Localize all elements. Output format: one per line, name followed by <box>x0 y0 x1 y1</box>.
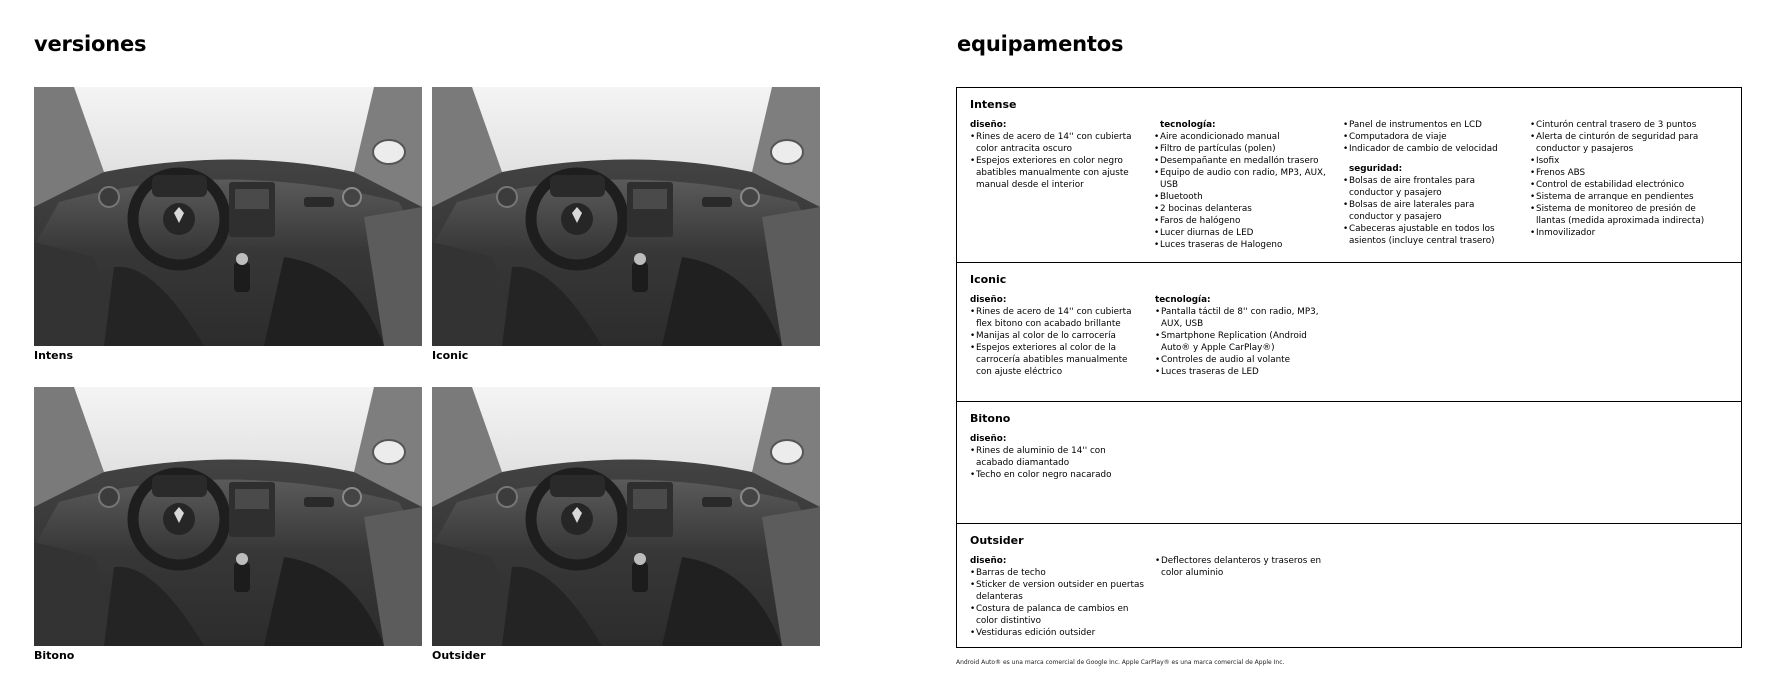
feature-item: • Panel de instrumentos en LCD <box>1343 119 1515 131</box>
equipment-block-bitono <box>957 402 1741 524</box>
equipment-table <box>956 87 1742 648</box>
footnote: Android Auto® es una marca comercial de Google Inc. Apple CarPlay® es una marca comercial de Apple Inc. <box>956 659 1285 666</box>
feature-item: • Desempañante en medallón trasero <box>1154 155 1329 167</box>
version-card-intens <box>34 87 422 362</box>
version-name: Intense <box>970 98 1017 111</box>
feature-item: • Faros de halógeno <box>1154 215 1329 227</box>
column-title: diseño: <box>970 295 1007 305</box>
feature-item: • Sistema de arranque en pendientes <box>1530 191 1720 203</box>
diseno-column <box>970 294 1145 378</box>
version-card-outsider <box>432 387 820 662</box>
feature-item: • Sticker de version outsider en puertas delanteras <box>970 579 1145 603</box>
version-label: Intens <box>34 349 74 362</box>
version-name: Iconic <box>970 273 1007 286</box>
feature-item: • Costura de palanca de cambios en color distintivo <box>970 603 1145 627</box>
feature-item: • Rines de acero de 14'' con cubierta flex bitono con acabado brillante <box>970 306 1145 330</box>
equipment-block-intense <box>957 88 1741 263</box>
versions-heading: versiones <box>34 32 147 56</box>
feature-item: • Luces traseras de Halogeno <box>1154 239 1329 251</box>
feature-item: • Espejos exteriores al color de la carrocería abatibles manualmente con ajuste eléctrico <box>970 342 1145 378</box>
version-card-bitono <box>34 387 422 662</box>
feature-item: • Deflectores delanteros y traseros en color aluminio <box>1155 555 1330 579</box>
feature-item: • Isofix <box>1530 155 1720 167</box>
instrument-column <box>1343 119 1515 247</box>
car-interior-photo <box>432 387 820 646</box>
tecnologia-column <box>1155 294 1330 378</box>
column-title: diseño: <box>970 434 1007 444</box>
feature-item: • Indicador de cambio de velocidad <box>1343 143 1515 155</box>
feature-item: • 2 bocinas delanteras <box>1154 203 1329 215</box>
feature-item: • Alerta de cinturón de seguridad para conductor y pasajeros <box>1530 131 1720 155</box>
column-title: diseño: <box>970 120 1007 130</box>
feature-item: • Cinturón central trasero de 3 puntos <box>1530 119 1720 131</box>
car-interior-photo <box>34 387 422 646</box>
equipment-heading: equipamentos <box>957 32 1124 56</box>
column-title: tecnología: <box>1160 120 1216 130</box>
equipment-block-outsider <box>957 524 1741 647</box>
feature-item: • Frenos ABS <box>1530 167 1720 179</box>
feature-item: • Barras de techo <box>970 567 1145 579</box>
feature-item: • Lucer diurnas de LED <box>1154 227 1329 239</box>
feature-item: • Pantalla táctil de 8'' con radio, MP3, AUX, USB <box>1155 306 1330 330</box>
car-interior-photo <box>432 87 820 346</box>
feature-item: • Cabeceras ajustable en todos los asientos (incluye central trasero) <box>1343 223 1515 247</box>
safety-column <box>1530 119 1720 239</box>
feature-item: • Bolsas de aire frontales para conductor y pasajero <box>1343 175 1515 199</box>
tecnologia-column <box>1154 119 1329 251</box>
feature-item: • Bolsas de aire laterales para conductor y pasajero <box>1343 199 1515 223</box>
feature-item: • Rines de aluminio de 14'' con acabado diamantado <box>970 445 1145 469</box>
version-name: Outsider <box>970 534 1024 547</box>
feature-item: • Inmovilizador <box>1530 227 1720 239</box>
version-name: Bitono <box>970 412 1011 425</box>
column-title: tecnología: <box>1155 295 1211 305</box>
feature-item: • Manijas al color de lo carrocería <box>970 330 1145 342</box>
feature-item: • Espejos exteriores en color negro abatibles manualmente con ajuste manual desde el interior <box>970 155 1140 191</box>
diseno-column <box>970 555 1145 639</box>
column-title: seguridad: <box>1349 164 1403 174</box>
version-label: Outsider <box>432 649 486 662</box>
feature-item: • Smartphone Replication (Android Auto® y Apple CarPlay®) <box>1155 330 1330 354</box>
diseno-column <box>970 119 1140 191</box>
column-title: diseño: <box>970 556 1007 566</box>
feature-item: • Control de estabilidad electrónico <box>1530 179 1720 191</box>
diseno-column <box>970 433 1145 481</box>
version-card-iconic <box>432 87 820 362</box>
feature-item: • Techo en color negro nacarado <box>970 469 1145 481</box>
accessories-column <box>1155 555 1330 579</box>
feature-item: • Rines de acero de 14'' con cubierta color antracita oscuro <box>970 131 1140 155</box>
version-label: Iconic <box>432 349 469 362</box>
feature-item: • Equipo de audio con radio, MP3, AUX, USB <box>1154 167 1329 191</box>
feature-item: • Sistema de monitoreo de presión de llantas (medida aproximada indirecta) <box>1530 203 1720 227</box>
feature-item: • Aire acondicionado manual <box>1154 131 1329 143</box>
feature-item: • Vestiduras edición outsider <box>970 627 1145 639</box>
feature-item: • Controles de audio al volante <box>1155 354 1330 366</box>
feature-item: • Computadora de viaje <box>1343 131 1515 143</box>
car-interior-photo <box>34 87 422 346</box>
feature-item: • Luces traseras de LED <box>1155 366 1330 378</box>
feature-item: • Filtro de partículas (polen) <box>1154 143 1329 155</box>
feature-item: • Bluetooth <box>1154 191 1329 203</box>
version-label: Bitono <box>34 649 75 662</box>
equipment-block-iconic <box>957 263 1741 402</box>
